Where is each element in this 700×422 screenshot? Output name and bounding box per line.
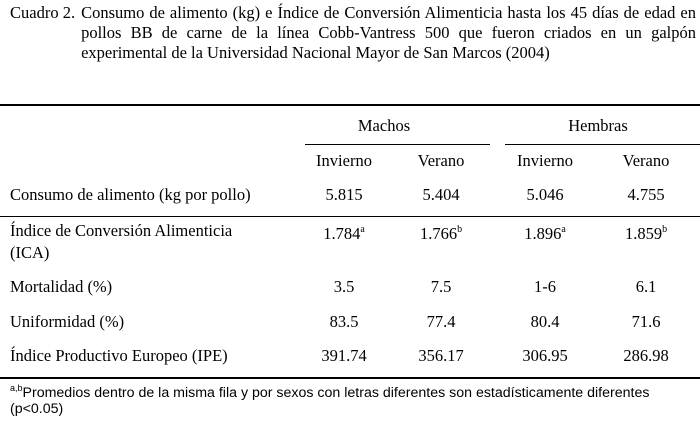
cell-uniformidad-machos-verano: 77.4 bbox=[426, 312, 456, 331]
caption-label: Cuadro 2. bbox=[10, 3, 76, 22]
subheader-machos-verano: Verano bbox=[417, 151, 465, 170]
cell-mortalidad-machos-invierno: 3.5 bbox=[333, 277, 355, 296]
footnote-text: Promedios dentro de la misma fila y por sexos con letras diferentes son estadísticamente diferentes (p<0.05) bbox=[10, 385, 650, 417]
cell-ica-machos-invierno: 1.784$^a$ bbox=[323, 224, 365, 243]
cell-consumo-machos-invierno: 5.815 bbox=[325, 185, 363, 204]
row-label-ica-line2: (ICA) bbox=[10, 243, 50, 262]
cell-mortalidad-hembras-verano: 6.1 bbox=[635, 277, 657, 296]
row-label-ica-line1: Índice de Conversión Alimenticia bbox=[10, 221, 233, 240]
cell-mortalidad-machos-verano: 7.5 bbox=[430, 277, 452, 296]
subheader-hembras-invierno: Invierno bbox=[517, 151, 573, 170]
caption-text: Consumo de alimento (kg) e Índice de Conversión Alimenticia hasta los 45 días de edad en pollos BB de carne de la línea Cobb-Vantress 500 que fueron criados en un galpón experimental de la Universidad Nacional Mayor de San Marcos (2004) bbox=[81, 3, 696, 62]
hembras-underline bbox=[505, 144, 700, 145]
top-rule bbox=[0, 104, 700, 106]
row-label-uniformidad: Uniformidad (%) bbox=[10, 312, 125, 331]
cell-consumo-hembras-invierno: 5.046 bbox=[526, 185, 564, 204]
cell-mortalidad-hembras-invierno: 1-6 bbox=[534, 277, 556, 296]
header-rule bbox=[0, 216, 700, 217]
cell-ica-hembras-verano: 1.859$^b$ bbox=[624, 224, 668, 243]
cell-ipe-machos-invierno: 391.74 bbox=[321, 346, 367, 365]
cell-ipe-hembras-invierno: 306.95 bbox=[522, 346, 568, 365]
subheader-machos-invierno: Invierno bbox=[316, 151, 372, 170]
bottom-rule bbox=[0, 377, 700, 379]
row-label-mortalidad: Mortalidad (%) bbox=[10, 277, 113, 296]
table-footnote bbox=[10, 385, 700, 417]
cell-uniformidad-hembras-verano: 71.6 bbox=[631, 312, 661, 331]
cell-consumo-machos-verano: 5.404 bbox=[422, 185, 460, 204]
cell-consumo-hembras-verano: 4.755 bbox=[627, 185, 665, 204]
footnote-marker: a,b bbox=[10, 383, 23, 393]
group-header-machos: Machos bbox=[357, 116, 411, 135]
machos-underline bbox=[305, 144, 490, 145]
subheader-hembras-verano: Verano bbox=[622, 151, 670, 170]
cell-uniformidad-machos-invierno: 83.5 bbox=[329, 312, 359, 331]
table-caption bbox=[10, 3, 696, 63]
cell-ipe-machos-verano: 356.17 bbox=[418, 346, 464, 365]
cell-uniformidad-hembras-invierno: 80.4 bbox=[530, 312, 560, 331]
cell-ica-hembras-invierno: 1.896$^a$ bbox=[524, 224, 566, 243]
cell-ipe-hembras-verano: 286.98 bbox=[623, 346, 669, 365]
group-header-hembras: Hembras bbox=[568, 116, 628, 135]
row-label-ipe: Índice Productivo Europeo (IPE) bbox=[10, 346, 228, 365]
row-label-consumo: Consumo de alimento (kg por pollo) bbox=[10, 185, 251, 204]
cell-ica-machos-verano: 1.766$^b$ bbox=[419, 224, 463, 243]
